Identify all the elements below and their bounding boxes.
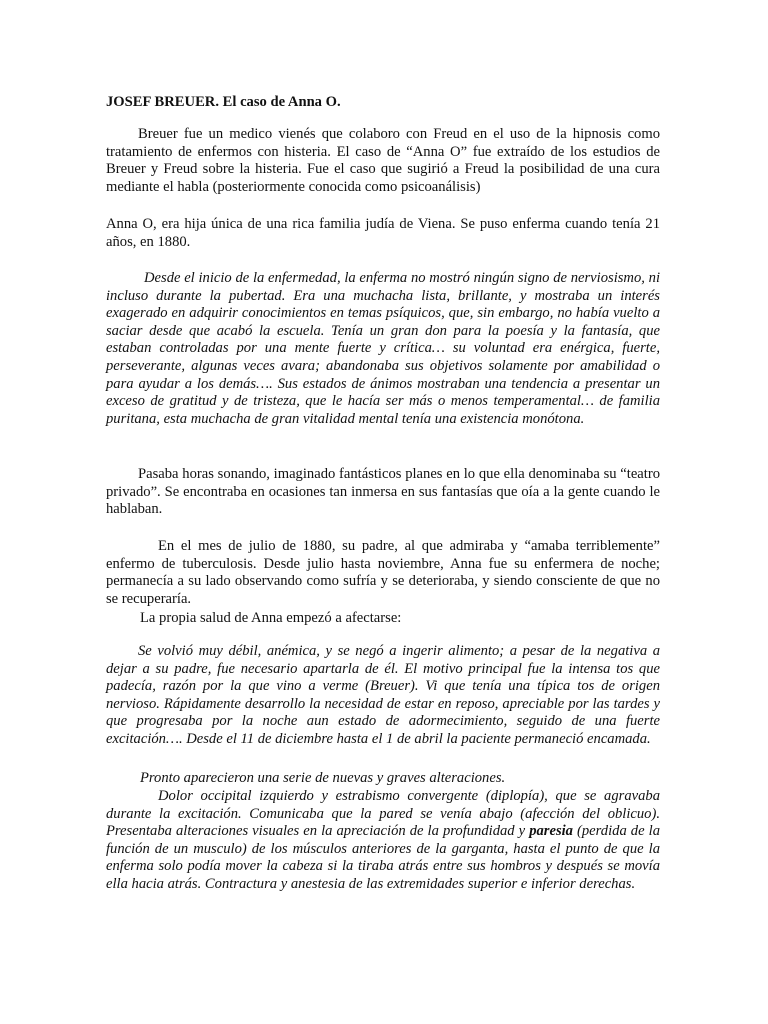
paragraph-illness-description: Desde el inicio de la enfermedad, la enferma no mostró ningún signo de nerviosismo, ni incluso durante la pubertad. Era una muchacha lista, brillante, y mostraba un interés exagerado en adquirir conocimientos en temas psíquicos, que, sin embargo, no había vuelto a saciar desde que acabó la escuela. Tenía un gran don para la poesía y la fantasía, que estaban controladas por una mente fuerte y crítica… su voluntad era enérgica, fuerte, perseverante, algunas veces avara; abandonaba sus objetivos solamente por amabilidad o para ayudar a los demás…. Sus estados de ánimos mostraban una tendencia a presentar un exceso de gratitud y de tristeza, que le hacía ser más o menos temperamental… de familia puritana, esta muchacha de gran vitalidad mental tenía una existencia monótona. [106, 270, 660, 427]
paragraph-occipital-pain [106, 788, 660, 894]
paragraph-father-illness: En el mes de julio de 1880, su padre, al que admiraba y “amaba terriblemente” enfermo de tuberculosis. Desde julio hasta noviembre, Anna fue su enfermera de noche; permanecía a su lado observando como sufría y se deterioraba, y siendo consciente de que no se recuperaría. [106, 538, 660, 607]
paragraph-health-decline: La propia salud de Anna empezó a afectarse: [140, 610, 402, 626]
paragraph-symptoms: Se volvió muy débil, anémica, y se negó a ingerir alimento; a pesar de la negativa a dejar a su padre, fue necesario apartarla de él. El motivo principal fue la intensa tos que padecía, razón por la que vino a verme (Breuer). Vi que tenía una típica tos de origen nervioso. Rápidamente desarrollo la necesidad de estar en reposo, apreciable por las tardes y que progresaba por la noche aun estado de adormecimiento, seguido de una fuerte excitación…. Desde el 11 de diciembre hasta el 1 de abril la paciente permaneció encamada. [106, 643, 660, 747]
document-title: JOSEF BREUER. El caso de Anna O. [106, 94, 341, 110]
paragraph-new-alterations: Pronto aparecieron una serie de nuevas y graves alteraciones. [140, 770, 506, 786]
paragraph-private-theatre: Pasaba horas sonando, imaginado fantásticos planes en lo que ella denominaba su “teatro privado”. Se encontraba en ocasiones tan inmersa en sus fantasías que oía a la gente cuando le hablaban. [106, 466, 660, 518]
paragraph-intro: Breuer fue un medico vienés que colaboro con Freud en el uso de la hipnosis como tratamiento de enfermos con histeria. El caso de “Anna O” fue extraído de los estudios de Breuer y Freud sobre la histeria. Fue el caso que sugirió a Freud la posibilidad de una cura mediante el habla (posteriormente conocida como psicoanálisis) [106, 126, 660, 195]
paresia-term: paresia [529, 823, 573, 840]
paragraph-occipital-pain-text-2: (perdida de la función de un musculo) de los músculos anteriores de la garganta, hasta el punto de que la enferma solo podía mover la cabeza si la tiraba atrás entre sus hombros y después se movía ella hacia atrás. Contractura y anestesia de las extremidades superior e inferior derechas. [106, 823, 660, 892]
paragraph-occipital-pain-text-1: Dolor occipital izquierdo y estrabismo convergente (diplopía), que se agravaba durante la excitación. Comunicaba que la pared se venía abajo (afección del oblicuo). Presentaba alteraciones visuales en la apreciación de la profundidad y [106, 788, 660, 840]
paragraph-anna-background: Anna O, era hija única de una rica familia judía de Viena. Se puso enferma cuando tenía 21 años, en 1880. [106, 216, 660, 250]
